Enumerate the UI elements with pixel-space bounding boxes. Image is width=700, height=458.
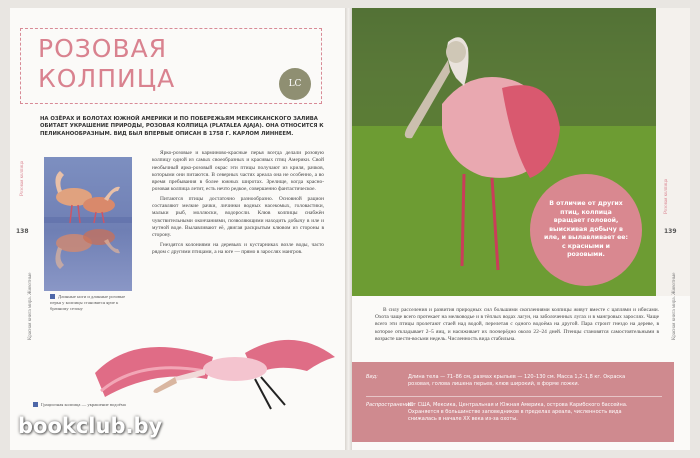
status-badge: LC [279,68,311,100]
right-body-text [375,307,659,343]
photo-caption-2 [33,402,129,408]
page-number-right: 139 [664,228,677,235]
body-paragraph-2: Питаются птицы достаточно разнообразно. Основной рацион составляют мелкие рачки, личинки водных насекомых, головастики, мальки рыб, моллюски, водоросли. Клюв колпицы снабжён чувствительными окончаниями, позволяющими находить добычу в иле и мутной воде. Вылавливают её, двигая раскрытым клювом из стороны в сторону. [152,195,324,239]
spoonbill-reflection-photo [44,157,132,291]
info-row-1 [352,374,674,388]
fact-callout-circle [530,174,642,286]
book-gutter [345,8,352,450]
info-label-1: Вид: [366,374,378,380]
body-text [152,150,324,258]
photo-caption-1 [50,294,136,312]
title-line-1: РОЗОВАЯ [38,34,168,63]
info-value-1: Длина тела — 71–86 см, размах крыльев — 120–130 см. Масса 1,2–1,8 кг. Окраска розовая, голова лишена перьев, клюв широкий, в форме ложки. [408,374,626,387]
caption-marker [50,294,55,299]
caption-marker [33,402,38,407]
page-title [38,34,278,94]
spoonbill-reflection-image [44,157,132,291]
page-number-left: 138 [16,228,29,235]
side-label-bottom-right: Красная книга мира. Животные [672,272,677,340]
info-row-2 [352,402,674,422]
watermark-logo: bookclub.by [18,414,163,438]
lead-paragraph: НА ОЗЁРАХ И БОЛОТАХ ЮЖНОЙ АМЕРИКИ И ПО ПОБЕРЕЖЬЯМ МЕКСИКАНСКОГО ЗАЛИВА ОБИТАЕТ УКРАШЕНИЕ ПРИРОДЫ, РОЗОВАЯ КОЛПИЦА (PLATALEA AJAJA). ОНА ОТНОСИТСЯ К ПЕЛИКАНООБРАЗНЫМ. ВИД БЫЛ ВПЕРВЫЕ ОПИСАН В 1758 Г. КАРЛОМ ЛИННЕЕМ. [40,116,324,137]
right-margin-strip [656,8,690,296]
side-label-top-right: Розовая колпица [664,178,669,214]
body-paragraph-1: Ярко-розовые и карминово-красные перья всегда делали розовую колпицу одной из самых своеобразных и красивых птиц Америки. Свой необычный ярко-розовый окрас эти птицы получают из криля, рачков, которыми они питаются. В северных частях ареала она не особенно, а во время пребывания в более южных широтах. Зрелище, когда красно-розовая колпица летит, есть нечто редкое, совершенно фантастическое. [152,150,324,193]
side-label-bottom-left: Красная книга мира. Животные [28,272,33,340]
fact-callout-text: В отличие от других птиц, колпица вращает головой, выискивая добычу в иле, и вылавливает ее: с красными и розовыми. [544,200,628,259]
title-line-2: КОЛПИЦА [38,64,176,93]
side-label-top-left: Розовая колпица [20,160,25,196]
info-value-2: Юг США, Мексика, Центральная и Южная Америка, острова Карибского бассейна. Охраняется в большинстве заповедников в пределах ареала, численность вида снижалась в начале XX века из-за охоты. [408,402,628,422]
body-paragraph-3: Гнездятся колониями на деревьях и кустарниках возле воды, часто рядом с другими птицами, а на юге — прямо в зарослях мангров. [152,241,324,255]
caption-2-text: Грациозная колпица — украшение водоёма [41,402,126,407]
right-paragraph: В силу расселения и развития природных сил большими скоплениями колпицы живут вместе с цаплями и ибисами. Охота чаще всего протекает на мелководье и в тёплых водах лагун, на заболоченных лугах и в мангровых зарослях. Чаще всего эти птицы пролетают стаей над водой, перелетая с одного водоёма на другой. Пара строит гнездо на дереве, в которое откладывает 2–5 яиц, и насиживает их поочерёдно около 22–24 дней. Птенцы становятся самостоятельными в возрасте шести-восьми недель. Численность вида стабильна. [375,307,659,342]
info-label-2: Распространение: [366,402,414,408]
info-divider [366,396,662,397]
caption-1-text: Длинные ноги и длинные розовые перья у колпицы становятся ярче к брачному сезону [50,294,126,311]
